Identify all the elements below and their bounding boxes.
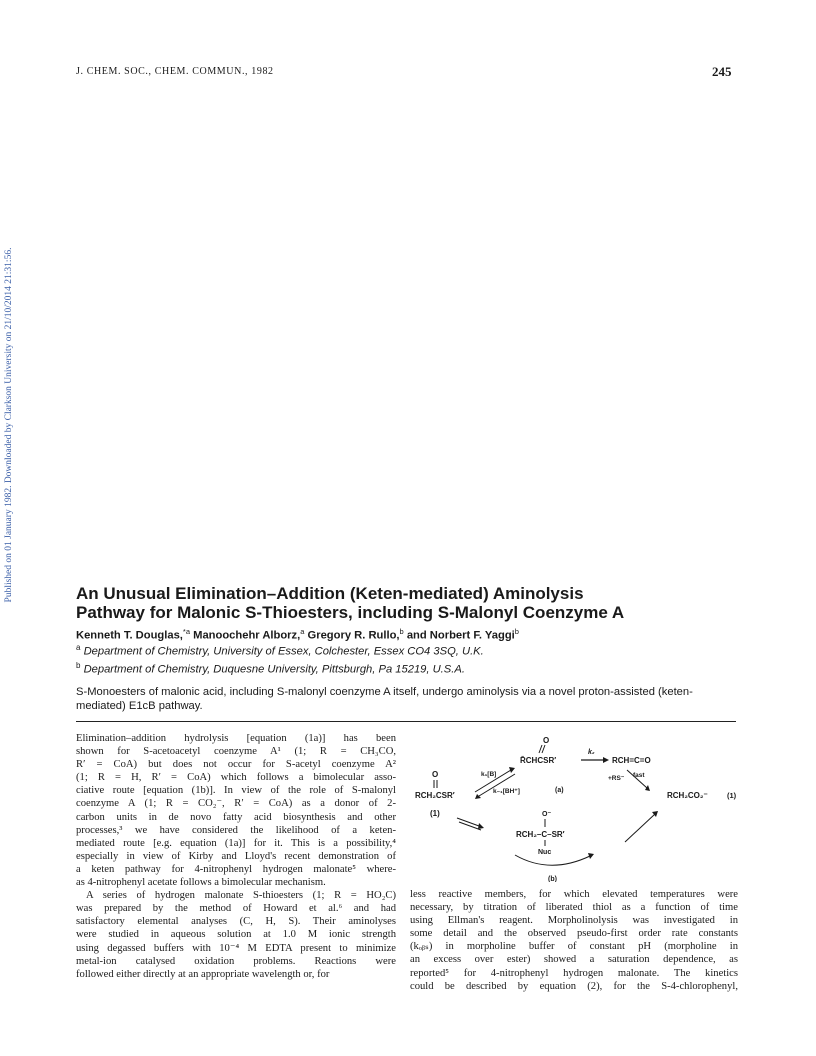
text-line: R′ = CoA) but does not occur for S-acetyl coenzyme A² xyxy=(76,759,396,771)
text-line: were studied in aqueous solution at 1.0 M ionic strength xyxy=(76,929,396,941)
scheme-bond xyxy=(539,745,542,753)
body-column-left xyxy=(76,732,396,981)
scheme-arrowhead xyxy=(603,757,609,763)
author-name: and Norbert F. Yaggi xyxy=(406,629,515,642)
author-name: Manoochehr Alborz, xyxy=(193,629,301,642)
text-line: metal-ion catalysed oxidation problems. Reactions were xyxy=(76,955,396,967)
article-title xyxy=(76,584,756,622)
title-line-2: Pathway for Malonic S-Thioesters, including S-Malonyl Coenzyme A xyxy=(76,603,625,622)
text-line: necessary, by titration of liberated thiol as a function of time xyxy=(410,902,738,914)
scheme-label-b: (b) xyxy=(548,876,557,882)
running-head: J. CHEM. SOC., CHEM. COMMUN., 1982 xyxy=(76,66,274,77)
scheme-km1: k₋₁[BH⁺] xyxy=(493,788,520,795)
author-mark: b xyxy=(399,627,404,636)
author-name: Gregory R. Rullo, xyxy=(307,629,400,642)
text-line: satisfactory elemental analyses (C, H, S). Their aminolyses xyxy=(76,916,396,928)
affiliations xyxy=(76,641,484,676)
title-line-1: An Unusual Elimination–Addition (Keten-mediated) Aminolysis xyxy=(76,584,584,603)
affiliation-mark: b xyxy=(76,660,81,670)
text-line: reported⁵ for 4-nitrophenyl hydrogen malonate. The kinetics xyxy=(410,967,738,979)
abstract: S-Monoesters of malonic acid, including S-malonyl coenzyme A itself, undergo aminolysis via a novel proton-assisted (keten-mediated) E1cB pathway. xyxy=(76,686,693,712)
scheme-arrowhead xyxy=(645,785,650,791)
scheme-compound-label: (1) xyxy=(430,809,440,818)
text-line: less reactive members, for which elevated temperatures were xyxy=(410,889,738,900)
author-mark: b xyxy=(514,627,519,636)
text-line: using Ellman's reagent. Morpholinolysis was investigated in xyxy=(410,915,738,927)
scheme-k2: k₂ xyxy=(588,749,595,756)
text-line: (kₒᵦₛ) in morpholine buffer of constant pH (morpholine in xyxy=(410,941,738,953)
scheme-nuc: Nuc xyxy=(538,849,552,856)
text-line: some detail and the observed pseudo-first order rate constants xyxy=(410,928,738,940)
scheme-keten: RCH=C=O xyxy=(612,756,651,765)
text-line: was prepared by the method of Howard et al.⁶ and had xyxy=(76,903,396,915)
body-column-right xyxy=(410,888,738,993)
scheme-arrowhead xyxy=(509,767,515,773)
scheme-label-a: (a) xyxy=(555,787,564,794)
text-line: carbon units in de novo fatty acid biosynthesis and other xyxy=(76,811,396,823)
text-line: as 4-nitrophenyl acetate follows a bimolecular mechanism. xyxy=(76,877,326,889)
scheme-carbonyl-o: O xyxy=(543,736,550,745)
text-line: A series of hydrogen malonate S-thioesters (1; R = HO₂C) xyxy=(86,890,396,902)
author-list xyxy=(76,627,519,642)
reaction-scheme xyxy=(405,732,745,882)
affiliation xyxy=(76,659,484,677)
scheme-arrow-to-product xyxy=(625,814,655,842)
page-number: 245 xyxy=(712,64,732,79)
abstract-divider xyxy=(76,721,736,722)
text-line: shown for S-acetoacetyl coenzyme A¹ (1; R = CH₃CO, xyxy=(76,746,396,758)
affiliation-text: Department of Chemistry, University of Essex, Colchester, Essex CO4 3SQ, U.K. xyxy=(83,645,484,658)
scheme-bond xyxy=(542,745,545,753)
text-line: coenzyme A (1; R = CO₂⁻, R′ = CoA) as a donor of 2- xyxy=(76,798,396,810)
text-line: especially in view of Kirby and Lloyd's recent demonstration of xyxy=(76,850,396,862)
scheme-o-minus: O⁻ xyxy=(542,811,552,818)
scheme-curved-arrow-b xyxy=(515,855,590,865)
scheme-product: RCH₂CO₂⁻ xyxy=(667,791,708,800)
text-line: an excess over ester) showed a saturation dependence, as xyxy=(410,954,738,966)
text-line: processes,³ we have considered the likelihood of a keten- xyxy=(76,824,396,836)
text-line: Elimination–addition hydrolysis [equation (1a)] has been xyxy=(76,733,396,744)
affiliation-text: Department of Chemistry, Duquesne University, Pittsburgh, Pa 15219, U.S.A. xyxy=(83,663,465,676)
scheme-anion: R̄CHCSR′ xyxy=(520,756,557,765)
text-line: followed either directly at an appropriate wavelength or, for xyxy=(76,968,330,980)
text-line: ciative route [equation (1b)]. In view of the role of S-malonyl xyxy=(76,785,396,797)
text-line: a keten pathway for 4-nitrophenyl hydrogen malonate⁵ where- xyxy=(76,863,396,875)
text-line: (1; R = H, R′ = CoA) which follows a bimolecular asso- xyxy=(76,772,396,784)
text-line: using degassed buffers with 10⁻⁴ M EDTA present to minimize xyxy=(76,942,396,954)
text-line: mediated route [e.g. equation (1a)] for it. This is a possibility,⁴ xyxy=(76,837,396,849)
author-name: Kenneth T. Douglas, xyxy=(76,629,183,642)
scheme-rs: +RS⁻ xyxy=(608,775,625,782)
text-line: could be described by equation (2), for the S-4-chlorophenyl, xyxy=(410,980,738,992)
scheme-intermediate: RCH₂–C–SR′ xyxy=(516,830,565,839)
scheme-arrowhead xyxy=(478,823,484,829)
scheme-reactant: RCH₂CSR′ xyxy=(415,791,455,800)
scheme-k1: k₁[B] xyxy=(481,771,497,778)
author-mark: *a xyxy=(182,627,191,636)
affiliation-mark: a xyxy=(76,643,81,652)
scheme-reactant-o: O xyxy=(432,770,439,779)
author-mark: a xyxy=(300,627,305,636)
download-watermark: Published on 01 January 1982. Downloaded by Clarkson University on 21/10/2014 21:31:56. xyxy=(4,247,14,603)
scheme-equation-number: (1) xyxy=(727,791,737,800)
affiliation xyxy=(76,641,484,659)
scheme-fast: fast xyxy=(633,772,645,779)
